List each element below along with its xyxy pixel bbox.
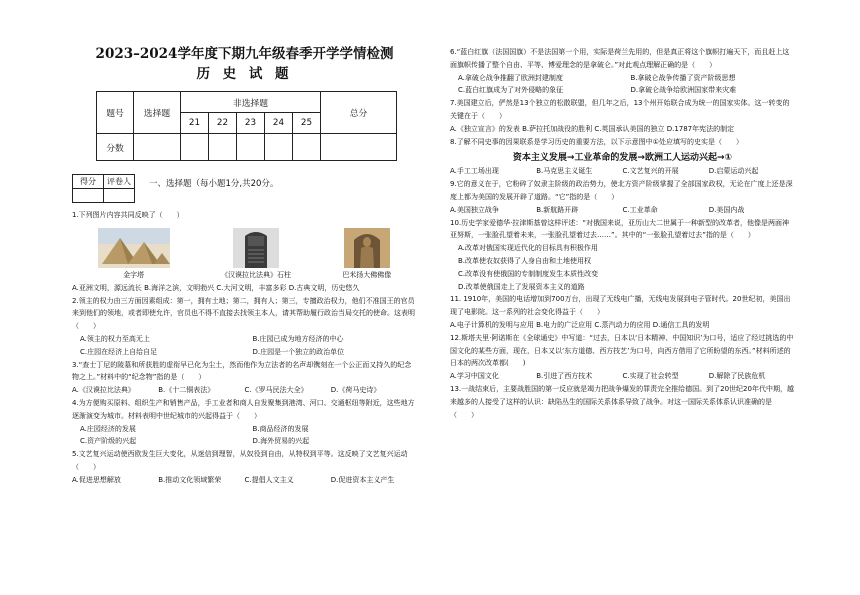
question-4: 4.为方便购买原料、组织生产和销售产品，手工业者和商人自发聚集到港湾、河口、交通枢纽等附近，这些地方逐渐演变为城市。材料表明中世纪城市的兴起得益于（ ）	[72, 398, 415, 420]
option-a[interactable]: A.《汉谟拉比法典》	[72, 386, 135, 395]
option-d[interactable]: D.海外贸易的兴起	[252, 437, 310, 446]
option-a[interactable]: A.领主的权力至高无上	[80, 334, 150, 343]
section-title: 一、选择题（每小题1分,共20分。	[149, 179, 279, 189]
option-d[interactable]: D.促进资本主义产生	[330, 475, 395, 484]
option-a[interactable]: A.拿破仑战争推翻了欧洲封建制度	[458, 73, 563, 82]
option-a[interactable]: A.美国独立战争	[450, 205, 499, 214]
option-a[interactable]: A.庄园经济的发展	[80, 424, 136, 433]
option-d[interactable]: D.启蒙运动兴起	[708, 167, 759, 176]
question-7: 7.美国建立后，俨然是13个独立的松散联盟，但几年之后，13个州开始联合成为统一的国家实体。这一转变的关键在于（ ）	[450, 99, 790, 120]
pyramids-image	[98, 228, 170, 268]
image-caption: 金字塔	[123, 270, 145, 279]
score-header-total: 总分	[321, 92, 397, 134]
score-header-nonchoice: 非选择题	[181, 92, 321, 113]
option-b[interactable]: B.马克思主义诞生	[536, 167, 593, 176]
score-cell[interactable]	[134, 134, 181, 161]
score-cell[interactable]	[321, 134, 397, 161]
option-d[interactable]: D.《荷马史诗》	[330, 386, 381, 395]
question-8: 8.了解不同史事的因果联系是学习历史的重要方法，以下示意图中①处应填写的史实是（ ）	[450, 137, 743, 146]
score-header-choice: 选择题	[134, 92, 181, 134]
option-b[interactable]: B.新航路开辟	[536, 205, 579, 214]
option-c[interactable]: C.实现了社会转型	[622, 372, 679, 381]
section-header	[72, 174, 417, 203]
grader-table	[72, 174, 135, 203]
option-a[interactable]: A.学习中国文化	[450, 372, 499, 381]
question-10: 10.历史学家爱德华·拉津斯基曾这样评述：“对俄国来说，亚历山大二世属于一种新型的改革者，他像是两面神亚努斯，一张脸孔望着未来，一张脸孔望着过去……”。其中的“一张脸孔望着过去”指的是（ ）	[450, 218, 789, 240]
grader-name-label: 评卷人	[104, 175, 135, 189]
question-12-options	[450, 370, 795, 383]
score-table	[96, 91, 397, 161]
score-col-23: 23	[237, 113, 265, 134]
score-col-25: 25	[293, 113, 321, 134]
exam-title: 2023–2024学年度下期九年级春季开学学情检测	[95, 46, 394, 62]
question-5: 5.文艺复兴运动使西欧发生巨大变化，从迷信到理智，从奴役到自由，从特权到平等。这反映了文艺复兴运动（ ）	[72, 450, 408, 471]
option-a[interactable]: A.改革对俄国实现近代化的目标具有积极作用	[458, 244, 598, 253]
option-b[interactable]: B.引进了西方技术	[536, 372, 593, 381]
option-c[interactable]: C.庄园在经济上自给自足	[80, 347, 158, 356]
question-9: 9.它的意义在于，它粉碎了奴隶主阶级的政治势力，使北方资产阶级掌握了全部国家政权，无论在广度上还是深度上都为美国的发展开辟了道路。“它”指的是（ ）	[450, 180, 793, 201]
option-c[interactable]: C.文艺复兴的开展	[622, 167, 679, 176]
option-c[interactable]: C.资产阶级的兴起	[80, 437, 137, 446]
option-b[interactable]: B.拿破仑战争传播了资产阶级思想	[630, 73, 736, 82]
image-caption: 巴米扬大佛佛像	[342, 270, 392, 279]
option-a[interactable]: A.手工工场出现	[450, 167, 499, 176]
option-d[interactable]: D.庄园是一个独立的政治单位	[252, 347, 345, 356]
option-c[interactable]: C.工业革命	[622, 205, 658, 214]
question-3-options	[72, 384, 417, 397]
question-4-options	[72, 423, 417, 449]
option-b[interactable]: B.改革使农奴获得了人身自由和土地使用权	[458, 256, 592, 265]
image-buddha	[342, 228, 391, 280]
question-1-options: A.亚洲文明，源远流长 B.海洋之滨，文明勃兴 C.大河文明，丰富多彩 D.古典文明，历史悠久	[72, 283, 360, 292]
score-cell[interactable]	[293, 134, 321, 161]
option-c[interactable]: C.提倡人文主义	[244, 475, 294, 484]
question-2-options	[72, 333, 417, 359]
option-d[interactable]: D.拿破仑战争给欧洲国家带来灾难	[630, 86, 737, 95]
score-cell[interactable]	[265, 134, 293, 161]
grader-cell[interactable]	[104, 189, 135, 203]
score-cell[interactable]	[237, 134, 265, 161]
option-b[interactable]: B.庄园已成为地方经济的中心	[252, 334, 344, 343]
question-6-options	[450, 72, 795, 98]
question-7-options: A.《独立宣言》的发表 B.萨拉托加战役的胜利 C.英国承认美国的独立 D.1787年宪法的制定	[450, 124, 735, 133]
question-13: 13.一战结束后，主要战胜国的第一反应就是竭力把战争爆发的罪责完全推给德国。到了20世纪20年代中期，越来越多的人接受了这样的认识：缺陷丛生的国际关系体系导致了战争。对这一国际关系体系认识准确的是（ ）	[450, 384, 794, 419]
option-d[interactable]: D.解除了民族危机	[708, 372, 766, 381]
right-column	[450, 46, 795, 421]
option-c[interactable]: C.《罗马民法大全》	[244, 386, 308, 395]
option-c[interactable]: C.蓝白红旗成为了对外侵略的象征	[458, 86, 564, 95]
image-caption: 《汉谟拉比法典》石柱	[220, 270, 291, 279]
option-c[interactable]: C.改革没有使俄国的专制制度发生本质性改变	[458, 269, 599, 278]
question-9-options	[450, 204, 795, 217]
option-b[interactable]: B.商品经济的发展	[252, 424, 309, 433]
question-1: 1.下列图片内容共同反映了（ ）	[72, 211, 184, 219]
score-col-24: 24	[265, 113, 293, 134]
question-11: 11. 1910年，美国的电话增加到700万台，出现了无线电广播，无线电发展到电子管时代。20世纪初，美国出现了电影院。这一系列的社会变化得益于（ ）	[450, 295, 791, 317]
option-b[interactable]: B.《十二铜表法》	[158, 386, 215, 395]
exam-subtitle: 历 史 试 题	[196, 66, 293, 82]
image-stele	[221, 228, 291, 280]
image-pyramids	[98, 228, 170, 280]
left-column	[72, 46, 417, 487]
score-row-label: 分数	[97, 134, 134, 161]
score-cell[interactable]	[181, 134, 209, 161]
grader-cell[interactable]	[73, 189, 104, 203]
question-12: 12.斯塔夫里·阿诺斯在《全球通史》中写道：“过去，日本以‘日本精神、中国知识’为口号，适应了经过挑选的中国文化的某些方面，现在，日本又以‘东方道德、西方技艺’为口号，向西方借用了它所盼望的东西。”材料所述的日本的两次改革都( )	[450, 333, 794, 368]
score-header-number: 题号	[97, 92, 134, 134]
score-col-22: 22	[209, 113, 237, 134]
question-8-options	[450, 165, 795, 178]
stele-image	[233, 228, 279, 268]
question-11-options: A.电子计算机的发明与应用 B.电力的广泛应用 C.蒸汽动力的应用 D.通信工具的发明	[450, 320, 710, 329]
question-6: 6.“蓝白红旗（法国国旗）不是法国第一个用，实际是荷兰先用的，但是真正将这个旗帜打遍天下，而且赶上这面旗帜传播了整个自由、平等、博爱理念的是拿破仑。”对此观点理解正确的是（ ）	[450, 48, 790, 69]
question-1-images	[72, 228, 417, 280]
option-a[interactable]: A.促进思想解放	[72, 475, 121, 484]
option-d[interactable]: D.美国内战	[708, 205, 745, 214]
question-2: 2.领主的权力由三方面因素组成：第一，拥有土地；第二，拥有人；第三，专擅政治权力，他们不准国王的官员来到他们的领地，或者即使允许，官员也不得不直接去找领主本人，请其帮助履行政治当局交托的使命。这表明（ ）	[72, 296, 415, 331]
option-d[interactable]: D.改革使俄国走上了发展资本主义的道路	[458, 282, 585, 291]
score-col-21: 21	[181, 113, 209, 134]
question-8-diagram: 资本主义发展→工业革命的发展→欧洲工人运动兴起→①	[512, 153, 733, 164]
score-cell[interactable]	[209, 134, 237, 161]
buddha-image	[344, 228, 390, 268]
option-b[interactable]: B.推动文化领域繁荣	[158, 475, 222, 484]
question-5-options	[72, 474, 417, 487]
grader-score-label: 得分	[73, 175, 104, 189]
question-3: 3.“查士丁尼的陵墓和所获胜的虚衔早已化为尘土，然而他作为立法者的名声却镌刻在一个公正而又持久的纪念物之上。”材料中的“纪念物”指的是（ ）	[72, 360, 412, 382]
